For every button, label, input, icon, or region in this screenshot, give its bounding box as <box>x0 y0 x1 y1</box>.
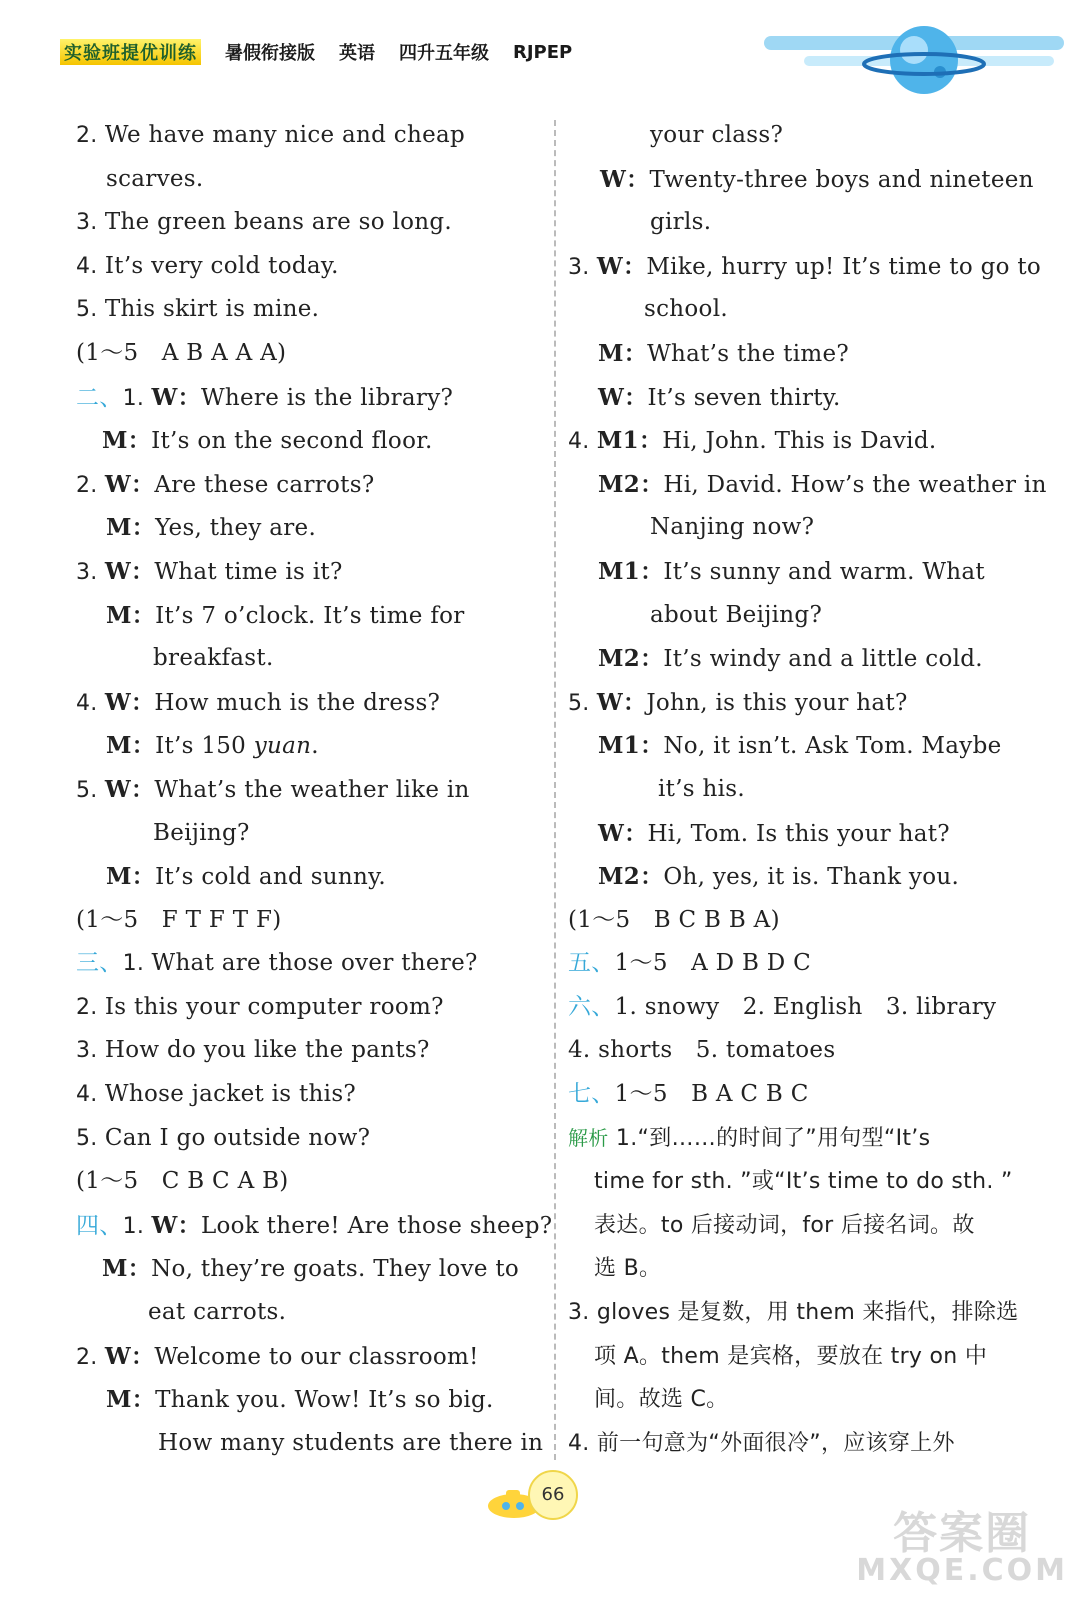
line-text: 间。故选 C。 <box>594 1387 729 1413</box>
answer-line <box>76 768 546 812</box>
item-number: 2. <box>76 472 105 498</box>
answer-line <box>76 114 546 158</box>
answer-line <box>76 158 546 202</box>
speaker-label: M： <box>106 601 156 629</box>
line-text: Are these carrots? <box>154 471 375 498</box>
line-text: Thank you. Wow! It’s so big. <box>155 1387 494 1414</box>
answer-line <box>76 724 546 768</box>
line-text: Can I go outside now? <box>104 1124 371 1151</box>
analysis-tag: 解析 <box>568 1125 609 1150</box>
book-brand: 实验班提优训练 <box>60 39 201 65</box>
speaker-label: M： <box>102 1255 152 1283</box>
line-text: How many students are there in <box>158 1429 544 1456</box>
answer-line <box>76 637 546 681</box>
column-divider <box>554 120 556 1460</box>
answer-line <box>76 1422 546 1466</box>
line-text: (1～5 A B A A A) <box>76 339 287 366</box>
speaker-label: W： <box>151 383 201 411</box>
answer-line <box>568 288 1052 332</box>
item-number: 4. <box>76 1082 105 1108</box>
line-text: 4. 前一句意为“外面很冷”，应该穿上外 <box>568 1430 955 1456</box>
section-marker: 三、 <box>76 950 123 977</box>
item-number: 2. <box>76 994 105 1020</box>
answer-line <box>568 245 1052 289</box>
line-text: It’s cold and sunny. <box>155 864 386 891</box>
line-text: (1～5 F T F T F) <box>76 906 282 933</box>
item-number: 3. <box>76 210 105 236</box>
line-text: Yes, they are. <box>155 515 317 542</box>
answer-line <box>76 594 546 638</box>
answer-line <box>568 114 1052 158</box>
answer-line <box>568 1160 1052 1204</box>
answer-line <box>568 724 1052 768</box>
item-number: 5. <box>76 1125 105 1151</box>
item-number: 5. <box>76 297 105 323</box>
speaker-label: M2： <box>598 645 664 673</box>
item-number: 5. <box>568 690 597 716</box>
line-text: It’s windy and a little cold. <box>663 646 983 673</box>
line-text: What time is it? <box>154 558 343 585</box>
answer-line <box>568 506 1052 550</box>
line-text: How do you like the pants? <box>104 1037 430 1064</box>
speaker-label: W： <box>104 688 155 716</box>
line-text: 1～5 B A C B C <box>614 1081 809 1108</box>
line-text: girls. <box>650 209 712 236</box>
watermark-cn: 答案圈 <box>893 1508 1032 1559</box>
speaker-label: M1： <box>598 557 664 585</box>
answer-line <box>76 1247 546 1291</box>
line-text: 表达。to 后接动词，for 后接名词。故 <box>594 1212 975 1238</box>
answer-line <box>568 1117 1052 1161</box>
answer-line <box>76 1073 546 1117</box>
speaker-label: W： <box>151 1211 201 1239</box>
answer-line <box>76 1117 546 1161</box>
line-text: Nanjing now? <box>650 514 815 541</box>
item-number: 1. <box>122 1213 152 1239</box>
speaker-label: M2： <box>598 470 664 498</box>
answer-line <box>568 812 1052 856</box>
page-number: 66 <box>528 1470 578 1520</box>
line-tail: . <box>311 733 319 760</box>
line-text: We have many nice and cheap <box>104 122 466 148</box>
line-text: school. <box>644 296 728 323</box>
answer-line <box>568 332 1052 376</box>
book-version: RJPEP <box>513 41 573 63</box>
line-text: Hi, John. This is David. <box>662 428 937 455</box>
line-text: 3. gloves 是复数，用 them 来指代，排除选 <box>568 1300 1019 1326</box>
line-text: The green beans are so long. <box>104 209 453 236</box>
line-text: 项 A。them 是宾格，要放在 try on 中 <box>594 1343 988 1369</box>
line-text: No, it isn’t. Ask Tom. Maybe <box>663 733 1002 760</box>
answer-line <box>568 419 1052 463</box>
answer-line <box>568 1204 1052 1248</box>
speaker-label: M： <box>106 1386 156 1414</box>
answer-line <box>568 1073 1052 1117</box>
answer-line <box>76 942 546 986</box>
line-text: 1～5 A D B D C <box>614 950 812 977</box>
line-text: eat carrots. <box>148 1299 287 1326</box>
answer-line <box>568 550 1052 594</box>
book-subject: 英语 <box>339 43 375 64</box>
line-text: Hi, David. How’s the weather in <box>663 471 1047 498</box>
line-text: No, they’re goats. They love to <box>151 1256 520 1283</box>
left-column <box>76 114 553 1465</box>
speaker-label: W： <box>104 470 155 498</box>
line-text: It’s sunny and warm. What <box>663 558 985 585</box>
speaker-label: W： <box>600 165 650 193</box>
answer-line <box>568 1291 1052 1335</box>
answer-line <box>568 942 1052 986</box>
book-grade: 四升五年级 <box>399 43 489 64</box>
answer-line <box>76 1291 546 1335</box>
item-number: 4. <box>76 253 105 279</box>
item-number: 1. <box>122 385 152 411</box>
line-text: It’s seven thirty. <box>647 384 841 411</box>
speaker-label: M： <box>598 339 648 367</box>
answer-line <box>568 1378 1052 1422</box>
answer-line <box>76 855 546 899</box>
line-text: breakfast. <box>153 645 274 672</box>
speaker-label: M2： <box>598 863 664 891</box>
answer-line <box>568 986 1052 1030</box>
item-number: 2. <box>76 123 105 148</box>
line-text: it’s his. <box>658 775 746 802</box>
line-text: time for sth. ”或“It’s time to do sth. ” <box>594 1169 1013 1195</box>
item-number: 3. <box>76 559 105 585</box>
line-text: 1. snowy 2. English 3. library <box>614 993 997 1020</box>
answer-line <box>76 245 546 289</box>
line-text: (1～5 B C B B A) <box>568 906 780 933</box>
answer-line <box>76 506 546 550</box>
item-number: 3. <box>76 1038 105 1064</box>
speaker-label: M： <box>102 427 152 455</box>
speaker-label: W： <box>596 688 647 716</box>
answer-line <box>76 550 546 594</box>
line-text: Look there! Are those sheep? <box>200 1212 553 1239</box>
line-text: your class? <box>650 122 784 148</box>
answer-line <box>76 1335 546 1379</box>
line-text: Whose jacket is this? <box>104 1081 357 1108</box>
line-text: What’s the weather like in <box>154 776 470 803</box>
answer-line <box>76 1204 553 1248</box>
speaker-label: W： <box>598 819 648 847</box>
item-number: 2. <box>76 1344 105 1370</box>
line-text: How much is the dress? <box>154 689 441 716</box>
right-column <box>568 114 1052 1465</box>
answer-line <box>568 855 1052 899</box>
answer-line <box>568 201 1052 245</box>
line-text: John, is this your hat? <box>646 689 908 716</box>
line-text: It’s 150 <box>155 733 254 760</box>
answer-line <box>568 1029 1052 1073</box>
answer-line <box>76 1378 546 1422</box>
answer-line <box>76 288 546 332</box>
line-text: This skirt is mine. <box>104 296 320 323</box>
section-marker: 六、 <box>568 993 615 1020</box>
section-marker: 五、 <box>568 950 615 977</box>
answer-line <box>568 594 1052 638</box>
line-text: about Beijing? <box>650 601 823 628</box>
speaker-label: W： <box>104 1342 155 1370</box>
answer-line <box>568 463 1052 507</box>
speaker-label: W： <box>104 557 155 585</box>
speaker-label: M1： <box>598 732 664 760</box>
item-number: 1. <box>122 951 152 977</box>
item-number: 5. <box>76 777 105 803</box>
answer-line <box>568 681 1052 725</box>
item-number: 4. <box>568 429 597 455</box>
answer-line <box>568 1335 1052 1379</box>
line-text: It’s on the second floor. <box>151 428 433 455</box>
answer-line <box>76 332 546 376</box>
line-text: 1.“到……的时间了”用句型“It’s <box>608 1125 931 1151</box>
answer-line <box>76 201 546 245</box>
line-text: Hi, Tom. Is this your hat? <box>647 820 950 847</box>
answer-line <box>568 1247 1052 1291</box>
line-text: It’s very cold today. <box>104 252 339 279</box>
line-text: Twenty-three boys and nineteen <box>649 166 1034 193</box>
speaker-label: W： <box>596 252 647 280</box>
book-edition: 暑假衔接版 <box>225 43 315 64</box>
answer-line <box>568 637 1052 681</box>
item-number: 3. <box>568 254 597 280</box>
line-text: Beijing? <box>153 819 250 846</box>
speaker-label: M1： <box>596 427 663 455</box>
section-marker: 四、 <box>76 1212 123 1239</box>
watermark <box>856 1508 1068 1588</box>
answer-line <box>76 463 546 507</box>
line-text: It’s 7 o’clock. It’s time for <box>155 602 465 629</box>
watermark-en: MXQE.COM <box>856 1553 1068 1588</box>
line-text: Is this your computer room? <box>104 993 444 1020</box>
italic-word: yuan <box>253 733 312 760</box>
speaker-label: M： <box>106 732 156 760</box>
section-marker: 二、 <box>76 384 123 411</box>
line-text: 4. shorts 5. tomatoes <box>568 1037 836 1064</box>
answer-line <box>568 768 1052 812</box>
answer-line <box>76 1160 546 1204</box>
answer-line <box>76 419 546 463</box>
line-text: What’s the time? <box>647 340 850 367</box>
line-text: Welcome to our classroom! <box>154 1343 479 1370</box>
planet-illustration <box>764 12 1064 104</box>
answer-line <box>76 812 546 856</box>
item-number: 4. <box>76 690 105 716</box>
answer-line <box>568 899 1052 943</box>
answer-line <box>76 899 546 943</box>
answer-line <box>568 158 1052 202</box>
page-header <box>0 0 1086 100</box>
answer-line <box>76 986 546 1030</box>
line-text: (1～5 C B C A B) <box>76 1168 289 1195</box>
line-text: Oh, yes, it is. Thank you. <box>663 864 960 891</box>
answer-line <box>568 1422 1052 1466</box>
line-text: 选 B。 <box>594 1256 662 1282</box>
line-text: Where is the library? <box>200 384 454 411</box>
speaker-label: M： <box>106 863 156 891</box>
line-text: Mike, hurry up! It’s time to go to <box>646 253 1042 280</box>
answer-line <box>76 376 546 420</box>
line-text: What are those over there? <box>151 950 478 977</box>
answer-line <box>76 1029 546 1073</box>
speaker-label: W： <box>598 383 648 411</box>
section-marker: 七、 <box>568 1081 615 1108</box>
speaker-label: W： <box>104 775 155 803</box>
answer-line <box>76 681 546 725</box>
answer-line <box>568 376 1052 420</box>
header-band <box>60 38 572 66</box>
speaker-label: M： <box>106 514 156 542</box>
line-text: scarves. <box>106 165 204 192</box>
